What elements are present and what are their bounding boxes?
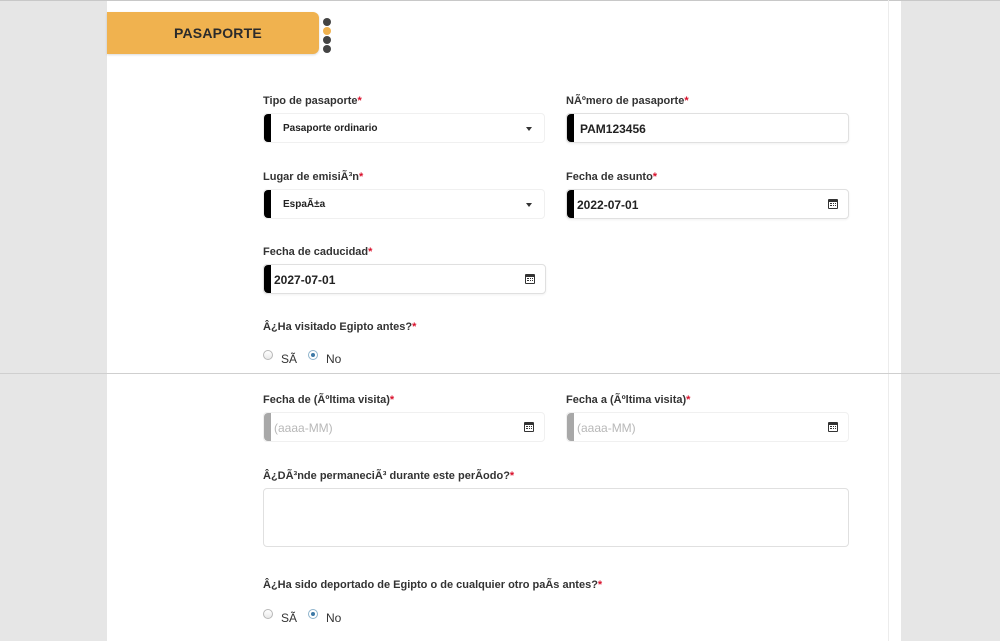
last-visit-to-placeholder: (aaaa-MM) <box>577 421 636 435</box>
section-tab <box>107 12 319 54</box>
visited-no-label: No <box>326 352 342 366</box>
stay-location-label: Â¿DÃ³nde permaneciÃ³ durante este perÃodo?* <box>263 470 515 482</box>
last-visit-to-label: Fecha a (Ãºltima visita)* <box>566 394 691 406</box>
passport-type-select[interactable] <box>263 113 545 143</box>
stay-location-textarea[interactable] <box>263 488 849 547</box>
deported-question: Â¿Ha sido deportado de Egipto o de cualquier otro paÃs antes?* <box>263 579 603 591</box>
step-dot <box>323 36 331 44</box>
deported-no-label: No <box>326 611 342 625</box>
top-border <box>0 0 1000 1</box>
passport-type-label: Tipo de pasaporte* <box>263 95 362 107</box>
card-edge-line <box>888 0 889 641</box>
visited-no-radio[interactable] <box>308 350 318 360</box>
issue-place-label: Lugar de emisiÃ³n* <box>263 171 364 183</box>
passport-type-value: Pasaporte ordinario <box>283 123 378 134</box>
step-dot <box>323 18 331 26</box>
passport-number-label: NÃºmero de pasaporte* <box>566 95 689 107</box>
deported-yes-radio[interactable] <box>263 609 273 619</box>
issue-place-value: EspaÃ±a <box>283 199 326 210</box>
section-divider <box>0 373 1000 374</box>
deported-yes-label: SÃ <box>281 611 298 625</box>
issue-date-input[interactable] <box>566 189 849 219</box>
issue-place-select[interactable] <box>263 189 545 219</box>
calendar-icon[interactable] <box>525 274 535 284</box>
expiry-date-label: Fecha de caducidad* <box>263 246 373 258</box>
chevron-down-icon <box>526 127 532 131</box>
calendar-icon[interactable] <box>524 422 534 432</box>
section-title: PASAPORTE <box>174 25 262 41</box>
last-visit-from-input[interactable] <box>263 412 545 442</box>
calendar-icon[interactable] <box>828 199 838 209</box>
deported-no-radio[interactable] <box>308 609 318 619</box>
visited-yes-radio[interactable] <box>263 350 273 360</box>
chevron-down-icon <box>526 203 532 207</box>
visited-yes-label: SÃ <box>281 352 298 366</box>
calendar-icon[interactable] <box>828 422 838 432</box>
last-visit-from-placeholder: (aaaa-MM) <box>274 421 333 435</box>
visited-question: Â¿Ha visitado Egipto antes?* <box>263 321 417 333</box>
passport-number-value: PAM123456 <box>580 122 646 136</box>
last-visit-to-input[interactable] <box>566 412 849 442</box>
expiry-date-value: 2027-07-01 <box>274 273 336 287</box>
step-dot <box>323 45 331 53</box>
last-visit-from-label: Fecha de (Ãºltima visita)* <box>263 394 395 406</box>
issue-date-label: Fecha de asunto* <box>566 171 658 183</box>
step-indicator <box>323 18 333 54</box>
expiry-date-input[interactable] <box>263 264 546 294</box>
issue-date-value: 2022-07-01 <box>577 198 639 212</box>
passport-number-input[interactable] <box>566 113 849 143</box>
step-dot-active <box>323 27 331 35</box>
